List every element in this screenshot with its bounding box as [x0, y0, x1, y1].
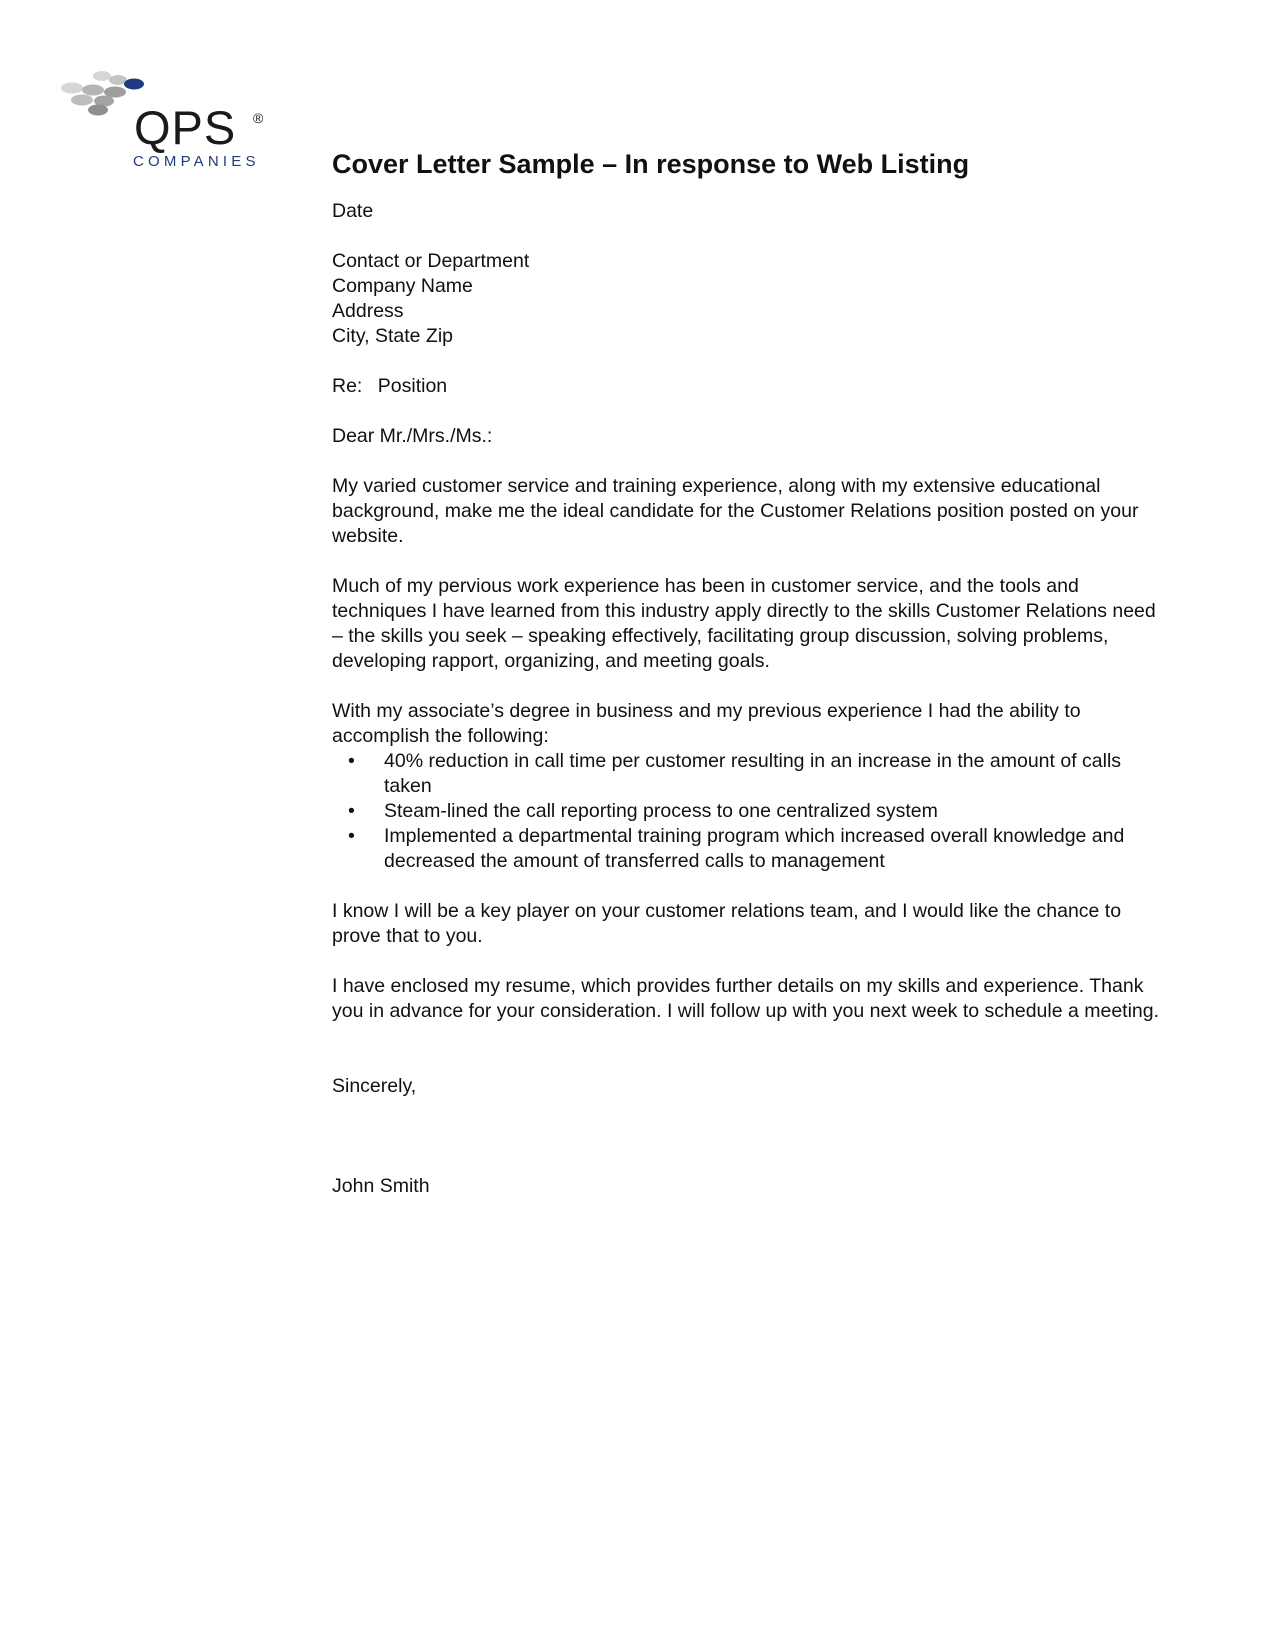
body-paragraph-1: My varied customer service and training experience, along with my extensive educational background, make me the ideal candidate for the Customer Relations position posted on your website.: [332, 475, 1139, 547]
recipient-city-state-zip: City, State Zip: [332, 325, 454, 347]
list-item-text: Implemented a departmental training program which increased overall knowledge and decreased the amount of transferred calls to management: [384, 825, 1125, 872]
bullet-icon: •: [348, 750, 355, 772]
bullet-icon: •: [348, 825, 355, 847]
body-paragraph-5: I have enclosed my resume, which provides further details on my skills and experience. Thank you in advance for your consideration. I will follow up with you next week to schedule a meeting.: [332, 975, 1160, 1022]
cover-letter: [332, 147, 1162, 1224]
logo-subtitle: COMPANIES: [133, 153, 260, 170]
signature-name: John Smith: [332, 1175, 430, 1197]
letter-title: Cover Letter Sample – In response to Web Listing: [332, 149, 970, 179]
body-paragraph-2: Much of my pervious work experience has been in customer service, and the tools and techniques I have learned from this industry apply directly to the skills Customer Relations need – the skills you seek – speaking effectively, facilitating group discussion, solving problems, developing rapport, organizing, and meeting goals.: [332, 575, 1156, 672]
recipient-contact: Contact or Department: [332, 250, 530, 272]
list-item: [332, 824, 1162, 874]
list-item-text: Steam-lined the call reporting process to one centralized system: [384, 800, 938, 822]
logo-wordmark: QPS: [134, 101, 237, 154]
body-paragraph-4: I know I will be a key player on your customer relations team, and I would like the chance to prove that to you.: [332, 900, 1122, 947]
accomplishments-list: [332, 749, 1162, 874]
re-value: Position: [377, 375, 448, 397]
recipient-address: Address: [332, 300, 404, 322]
recipient-company: Company Name: [332, 275, 473, 297]
bullet-icon: •: [348, 800, 355, 822]
company-logo: [60, 70, 280, 180]
letter-date: Date: [332, 200, 374, 222]
recipient-address-block: [332, 249, 1162, 349]
re-line: [332, 374, 1162, 399]
logo-registered-mark: ®: [253, 110, 264, 126]
closing: Sincerely,: [332, 1075, 417, 1097]
list-item: [332, 799, 1162, 824]
list-item: [332, 749, 1162, 799]
body-paragraph-3-intro: With my associate’s degree in business and my previous experience I had the ability to accomplish the following:: [332, 700, 1081, 747]
salutation: Dear Mr./Mrs./Ms.:: [332, 425, 493, 447]
list-item-text: 40% reduction in call time per customer resulting in an increase in the amount of calls taken: [384, 750, 1122, 797]
re-label: Re:: [332, 375, 363, 397]
